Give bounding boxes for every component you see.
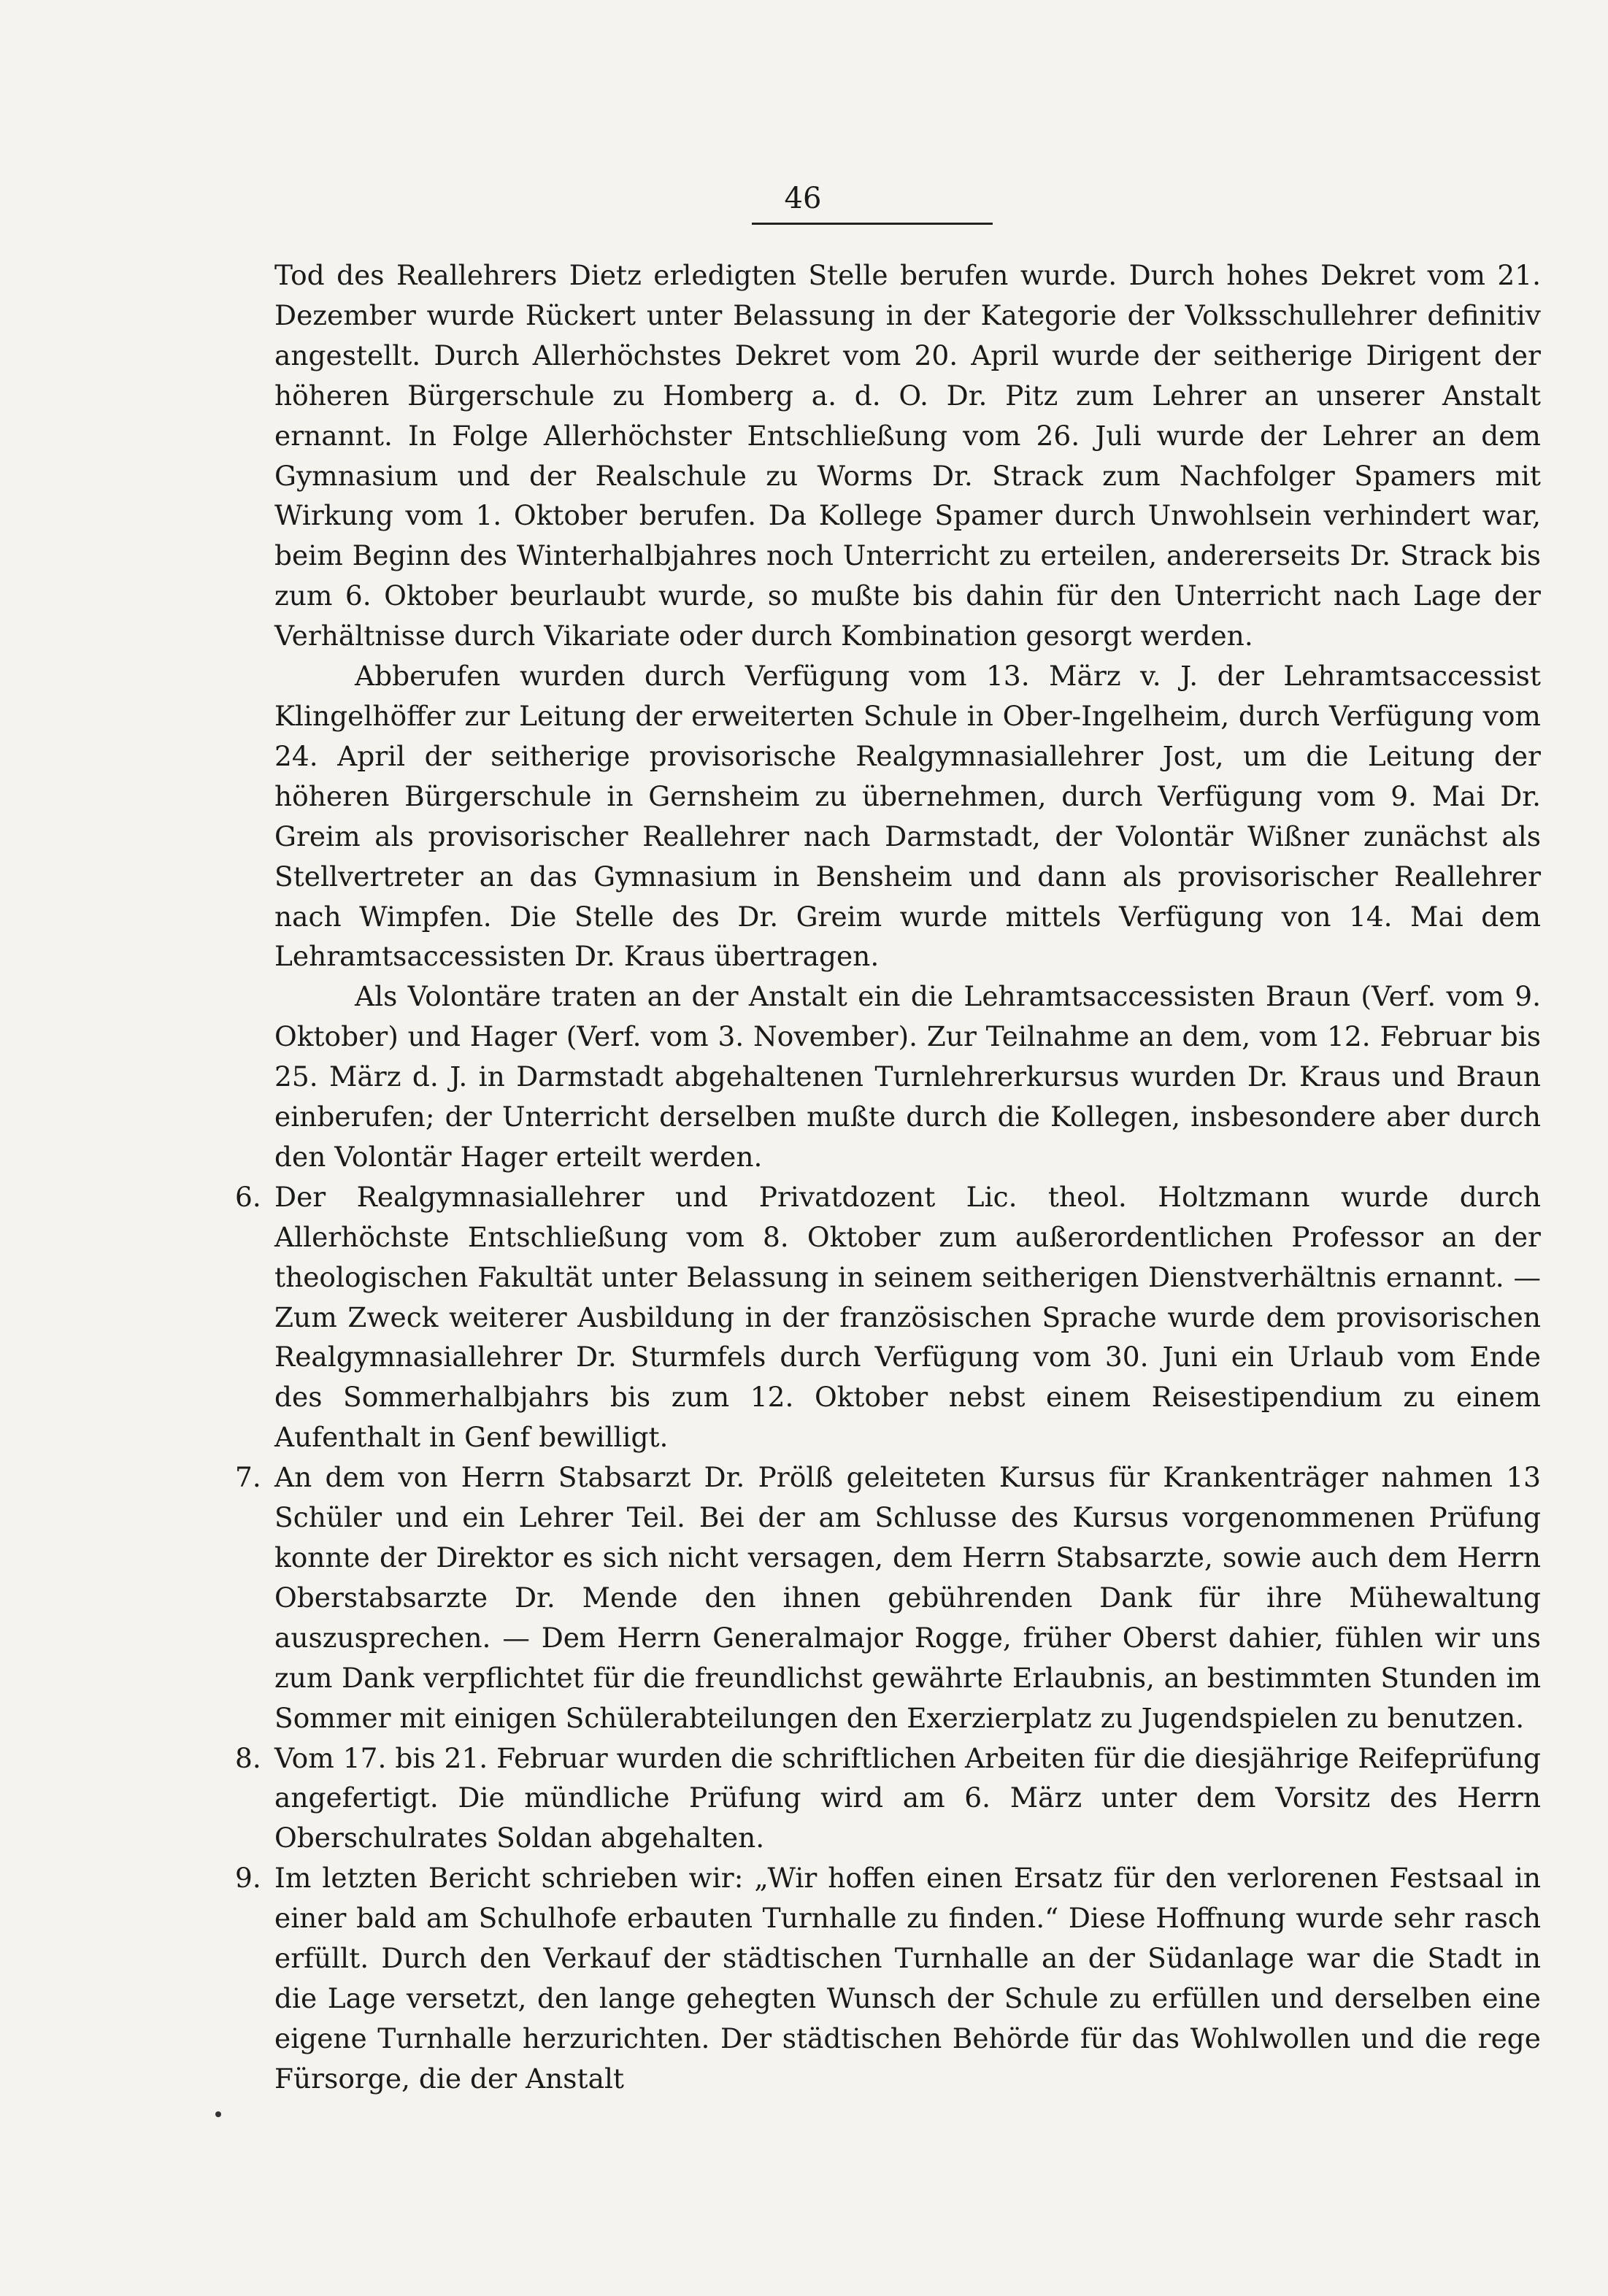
page-number-rule <box>752 223 993 225</box>
paragraph-text: Vom 17. bis 21. Februar wurden die schriftlichen Arbeiten für die diesjährige Reifeprüfung angefertigt. Die mündliche Prüfung wird am 6. März unter dem Vorsitz des Herrn Oberschulrates Soldan abgehalten. <box>274 1741 1541 1854</box>
paragraph-volunteers <box>274 976 1541 1177</box>
paragraph-text: Abberufen wurden durch Verfügung vom 13. März v. J. der Lehramtsaccessist Klingelhöffer zur Leitung der erweiterten Schule in Ober-Ingelheim, durch Verfügung vom 24. April der seitherige provisorische Realgymnasiallehrer Jost, um die Leitung der höheren Bürgerschule in Gernsheim zu übernehmen, durch Verfügung vom 9. Mai Dr. Greim als provisorischer Reallehrer nach Darmstadt, der Volontär Wißner zunächst als Stellvertreter an das Gymnasium in Bensheim und dann als provisorischer Reallehrer nach Wimpfen. Die Stelle des Dr. Greim wurde mittels Verfügung von 14. Mai dem Lehramtsaccessisten Dr. Kraus übertragen. <box>274 660 1541 973</box>
paragraph-text: An dem von Herrn Stabsarzt Dr. Prölß geleiteten Kursus für Krankenträger nahmen 13 Schüler und ein Lehrer Teil. Bei der am Schlusse des Kursus vorgenommenen Prüfung konnte der Direktor es sich nicht versagen, dem Herrn Stabsarzte, sowie auch dem Herrn Oberstabsarzte Dr. Mende den ihnen gebührenden Dank für ihre Mühewaltung auszusprechen. — Dem Herrn Generalmajor Rogge, früher Oberst dahier, fühlen wir uns zum Dank verpflichtet für die freundlichst gewährte Erlaubnis, an bestimmten Stunden im Sommer mit einigen Schülerabteilungen den Exerzierplatz zu Jugendspielen zu benutzen. <box>274 1461 1541 1734</box>
ink-speck <box>215 2111 221 2117</box>
body-text <box>235 255 1541 2099</box>
paragraph-continuation <box>274 255 1541 656</box>
paragraph-text: Im letzten Bericht schrieben wir: „Wir hoffen einen Ersatz für den verlorenen Festsaal in einer bald am Schulhofe erbauten Turnhalle zu finden.“ Diese Hoffnung wurde sehr rasch erfüllt. Durch den Verkauf der städtischen Turnhalle an der Südanlage war die Stadt in die Lage versetzt, den lange gehegten Wunsch der Schule zu erfüllen und derselben eine eigene Turnhalle herzurichten. Der städtischen Behörde für das Wohlwollen und die rege Fürsorge, die der Anstalt <box>274 1862 1541 2095</box>
item-number: 8. <box>235 1741 261 1774</box>
item-number: 6. <box>235 1180 261 1213</box>
paragraph-item-6 <box>235 1177 1541 1457</box>
page-number: 46 <box>784 182 822 215</box>
paragraph-text: Als Volontäre traten an der Anstalt ein die Lehramtsaccessisten Braun (Verf. vom 9. Oktober) und Hager (Verf. vom 3. November). Zur Teilnahme an dem, vom 12. Februar bis 25. März d. J. in Darmstadt abgehaltenen Turnlehrerkursus wurden Dr. Kraus und Braun einberufen; der Unterricht derselben mußte durch die Kollegen, insbesondere aber durch den Volontär Hager erteilt werden. <box>274 980 1541 1173</box>
paragraph-text: Tod des Reallehrers Dietz erledigten Stelle berufen wurde. Durch hohes Dekret vom 21. Dezember wurde Rückert unter Belassung in der Kategorie der Volksschullehrer definitiv angestellt. Durch Allerhöchstes Dekret vom 20. April wurde der seitherige Dirigent der höheren Bürgerschule zu Homberg a. d. O. Dr. Pitz zum Lehrer an unserer Anstalt ernannt. In Folge Allerhöchster Entschließung vom 26. Juli wurde der Lehrer an dem Gymnasium und der Realschule zu Worms Dr. Strack zum Nachfolger Spamers mit Wirkung vom 1. Oktober berufen. Da Kollege Spamer durch Unwohlsein verhindert war, beim Beginn des Winterhalbjahres noch Unterricht zu erteilen, andererseits Dr. Strack bis zum 6. Oktober beurlaubt wurde, so mußte bis dahin für den Unterricht nach Lage der Verhältnisse durch Vikariate oder durch Kombination gesorgt werden. <box>274 259 1541 652</box>
paragraph-item-7 <box>235 1457 1541 1738</box>
item-number: 7. <box>235 1461 261 1494</box>
item-number: 9. <box>235 1862 261 1895</box>
paragraph-dismissals <box>274 656 1541 976</box>
paragraph-item-9 <box>235 1858 1541 2098</box>
paragraph-text: Der Realgymnasiallehrer und Privatdozent Lic. theol. Holtzmann wurde durch Allerhöchste Entschließung vom 8. Oktober zum außerordentlichen Professor an der theologischen Fakultät unter Belassung in seinem seitherigen Dienstverhältnis ernannt. — Zum Zweck weiterer Ausbildung in der französischen Sprache wurde dem provisorischen Realgymnasiallehrer Dr. Sturmfels durch Verfügung vom 30. Juni ein Urlaub vom Ende des Sommerhalbjahrs bis zum 12. Oktober nebst einem Reisestipendium zu einem Aufenthalt in Genf bewilligt. <box>274 1180 1541 1454</box>
paragraph-item-8 <box>235 1738 1541 1859</box>
